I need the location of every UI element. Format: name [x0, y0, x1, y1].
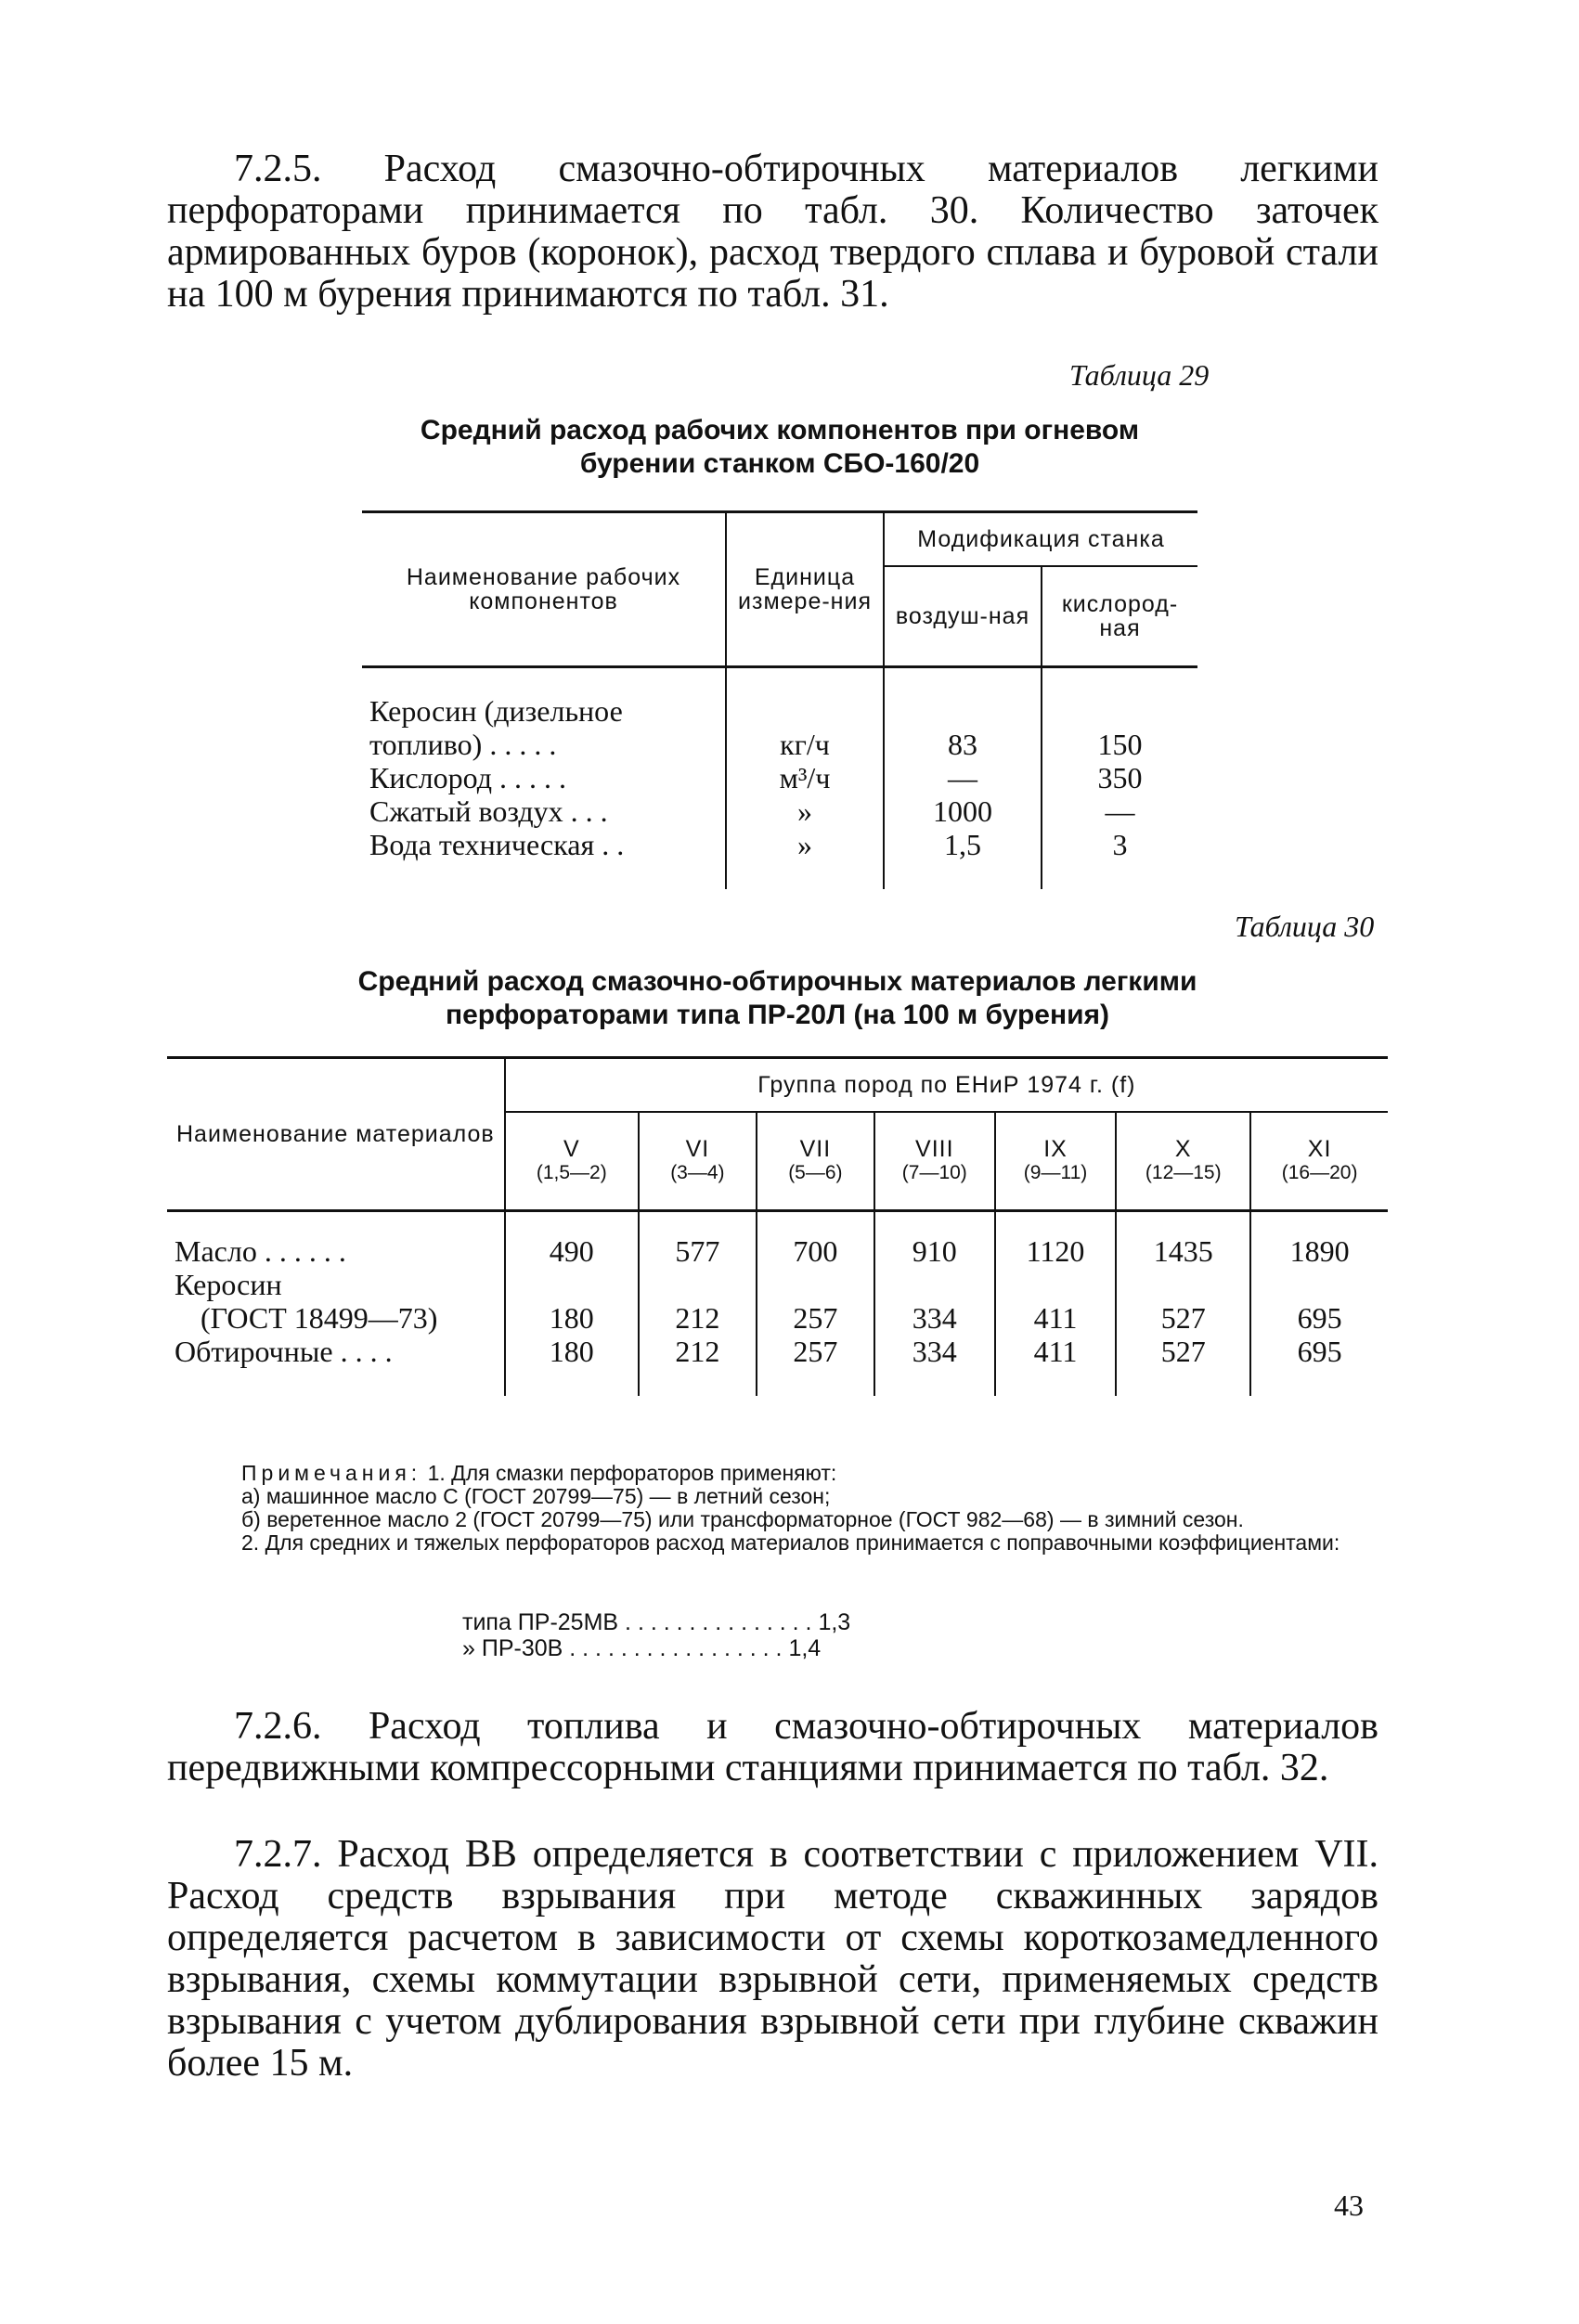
table-row: Керосин (дизельное топливо) . . . . . кг/ч 83 150 [362, 667, 1197, 762]
header-group-ix: IX (9—11) [995, 1112, 1117, 1211]
paragraph-7-2-7: 7.2.7. Расход ВВ определяется в соответствии с приложением VII. Расход средств взрывания при методе скважинных зарядов определяется расчетом в зависимости от схемы короткозамедленного взрывания, схемы коммутации взрывной сети, применяемых средств взрывания с учетом дублирования взрывной сети при глубине скважин более 15 м. [167, 1833, 1378, 2085]
header-group-vi: VI (3—4) [639, 1112, 757, 1211]
header-unit: Единица измере-ния [726, 512, 884, 667]
header-group-viii: VIII (7—10) [874, 1112, 995, 1211]
coefficient-pr-25mv: типа ПР-25МВ . . . . . . . . . . . . . . . 1,3 [462, 1609, 851, 1635]
header-group-vii: VII (5—6) [757, 1112, 874, 1211]
paragraph-7-2-5: 7.2.5. Расход смазочно-обтирочных материалов легкими перфораторами принимается по табл. 30. Количество заточек армированных буров (коронок), расход твердого сплава и буровой стали на 100 м бурения принимаются по табл. 31. [167, 148, 1378, 316]
table-row: Кислород . . . . . м³/ч — 350 [362, 761, 1197, 794]
paragraph-7-2-6: 7.2.6. Расход топлива и смазочно-обтирочных материалов передвижными компрессорными станциями принимается по табл. 32. [167, 1705, 1378, 1789]
table-30-notes: Примечания: 1. Для смазки перфораторов применяют: а) машинное масло С (ГОСТ 20799—75) — в летний сезон; б) веретенное масло 2 (ГОСТ 20799—75) или трансформаторное (ГОСТ 982—68) — в зимний сезон. 2. Для средних и тяжелых перфораторов расход материалов принимается с поправочными коэффициентами: [241, 1461, 1340, 1555]
header-oxygen: кислород-ная [1042, 566, 1197, 667]
table-29-label: Таблица 29 [1069, 358, 1210, 392]
header-group-xi: XI (16—20) [1250, 1112, 1388, 1211]
table-row: Сжатый воздух . . . » 1000 — [362, 794, 1197, 828]
table-row: Керосин (ГОСТ 18499—73) 180 212 257 334 411 527 695 [167, 1268, 1388, 1335]
header-air: воздуш-ная [884, 566, 1042, 667]
header-group-v: V (1,5—2) [505, 1112, 639, 1211]
table-29 [362, 510, 1197, 889]
header-rock-group: Группа пород по ЕНиР 1974 г. (f) [505, 1058, 1388, 1113]
header-material-name: Наименование материалов [167, 1058, 505, 1211]
header-group-x: X (12—15) [1116, 1112, 1250, 1211]
table-30-title: Средний расход смазочно-обтирочных материалов легкими перфораторами типа ПР-20Л (на 100 м бурения) [357, 966, 1197, 1030]
table-row: Обтирочные . . . . 180 212 257 334 411 527 695 [167, 1335, 1388, 1396]
table-row: Вода техническая . . » 1,5 3 [362, 828, 1197, 889]
header-component-name: Наименование рабочих компонентов [362, 512, 726, 667]
table-29-title: Средний расход рабочих компонентов при огневом бурении станком СБО-160/20 [420, 415, 1140, 479]
table-row: Масло . . . . . . 490 577 700 910 1120 1435 1890 [167, 1211, 1388, 1269]
header-modification: Модификация станка [884, 512, 1197, 567]
coefficient-pr-30v: » ПР-30В . . . . . . . . . . . . . . . . . 1,4 [462, 1635, 822, 1661]
table-30-label: Таблица 30 [1235, 910, 1375, 943]
table-30 [167, 1056, 1388, 1396]
page-number: 43 [1334, 2188, 1364, 2222]
